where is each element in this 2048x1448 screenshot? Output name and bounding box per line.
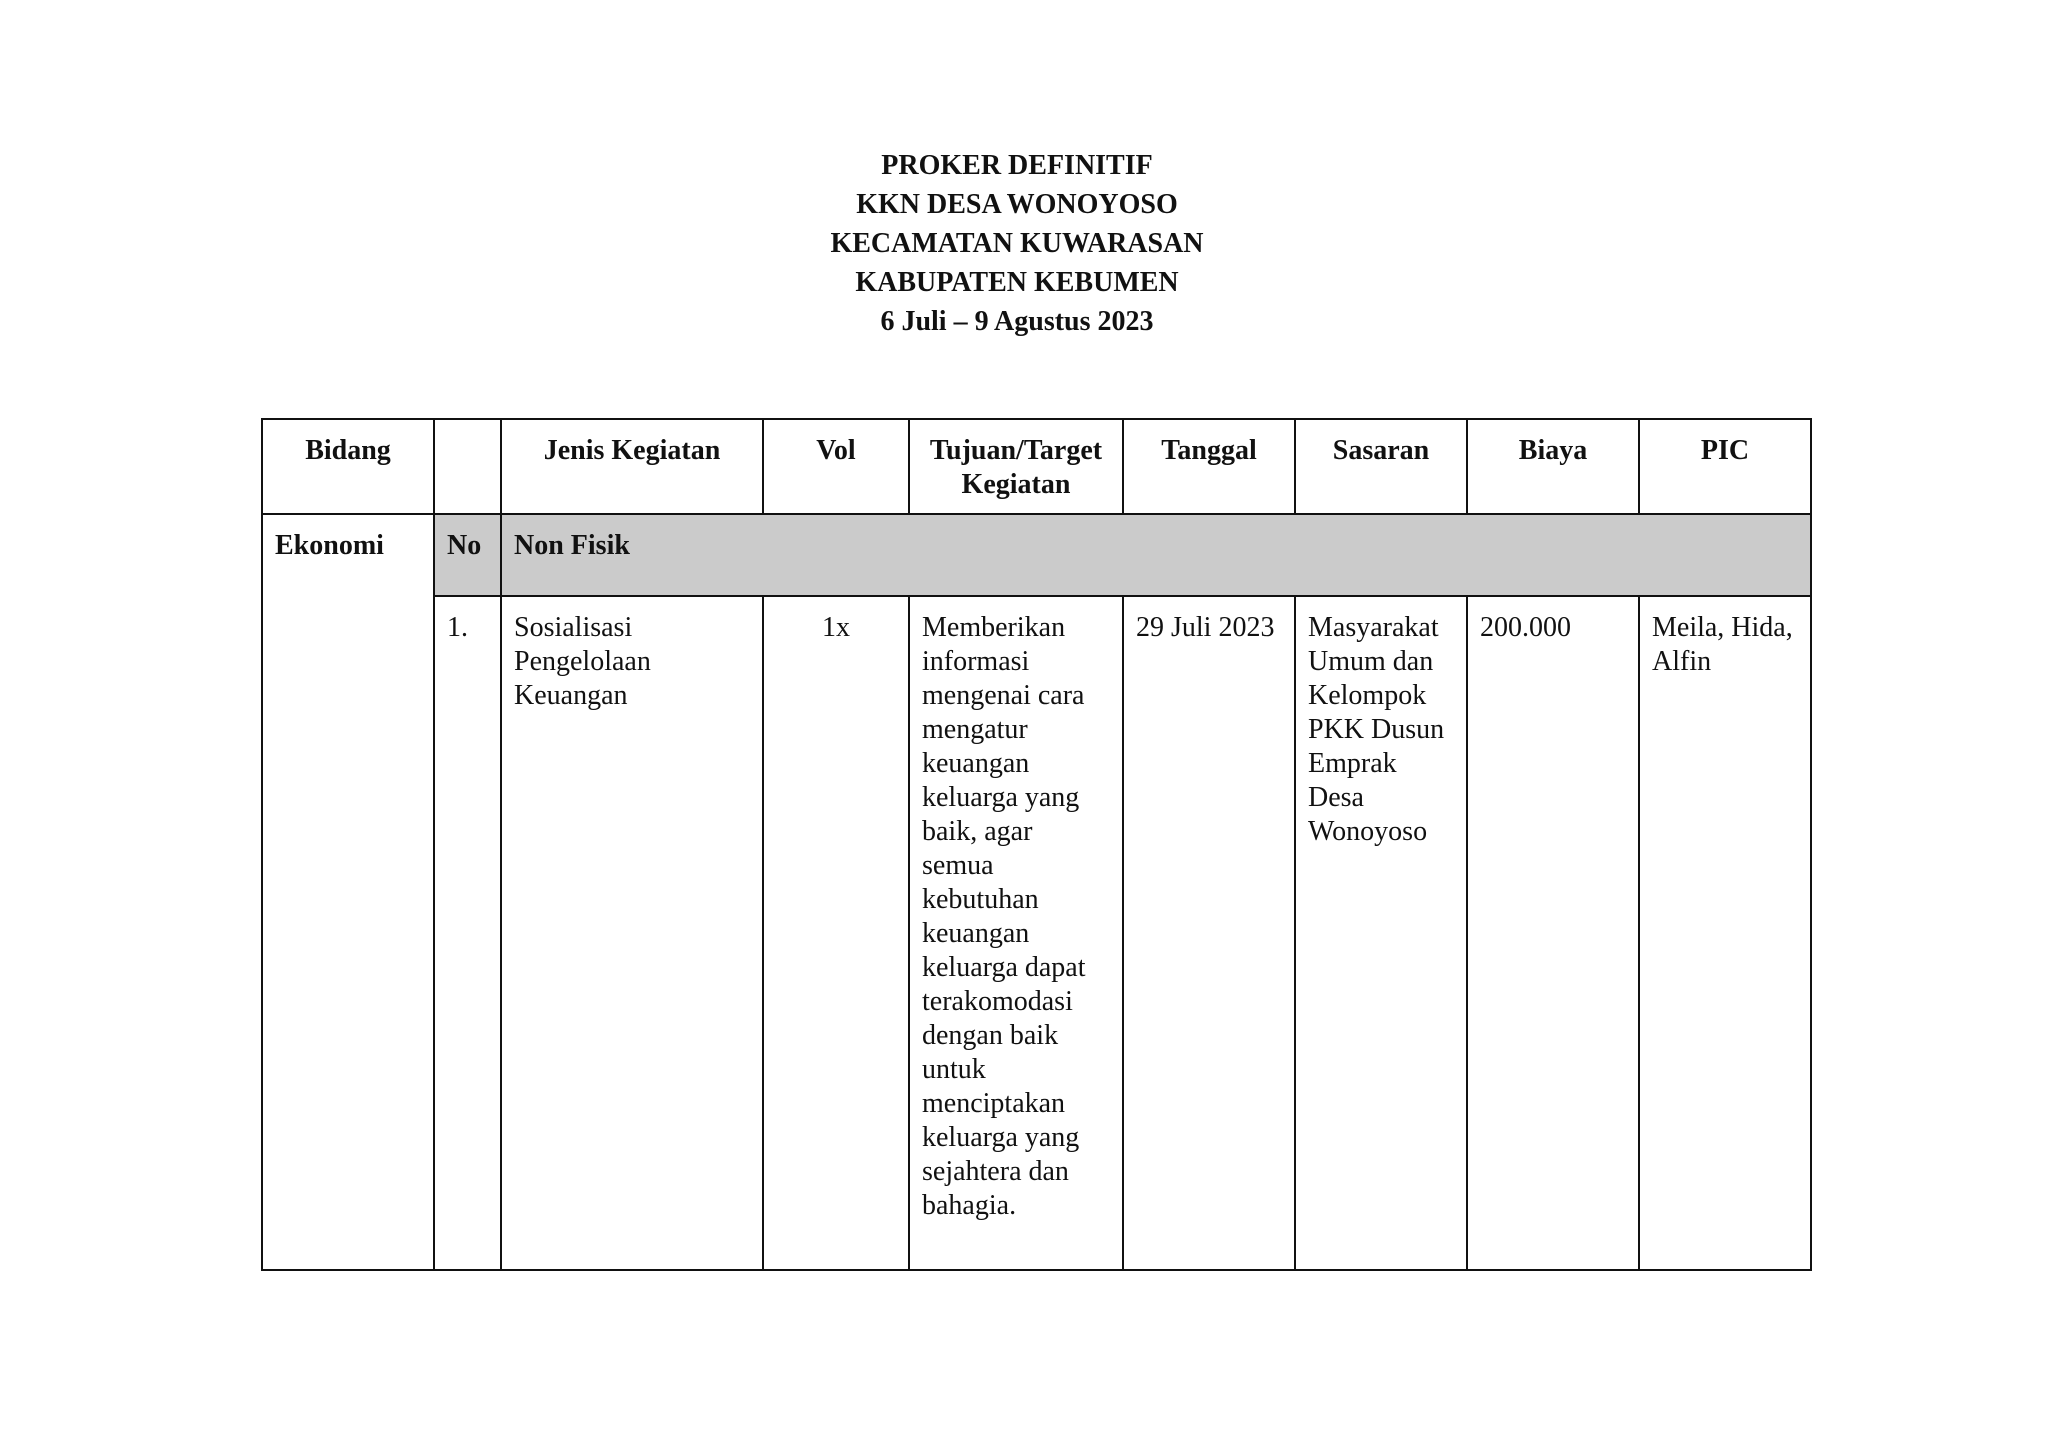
table-row (262, 596, 1811, 1270)
bidang-cell: Ekonomi (262, 514, 434, 1270)
header-tujuan-target: Tujuan/Target Kegiatan (909, 419, 1123, 514)
header-tanggal: Tanggal (1123, 419, 1295, 514)
table-header-row (262, 419, 1811, 514)
header-vol: Vol (763, 419, 909, 514)
title-line-3: KECAMATAN KUWARASAN (830, 228, 1204, 259)
proker-table (261, 418, 1812, 1271)
document-title (0, 146, 2034, 341)
title-line-4: KABUPATEN KEBUMEN (855, 267, 1179, 298)
section-row (262, 514, 1811, 596)
title-line-1: PROKER DEFINITIF (881, 150, 1153, 181)
row-tanggal: 29 Juli 2023 (1123, 596, 1295, 1270)
title-line-5: 6 Juli – 9 Agustus 2023 (880, 306, 1154, 337)
header-sasaran: Sasaran (1295, 419, 1467, 514)
row-biaya: 200.000 (1467, 596, 1639, 1270)
header-bidang: Bidang (262, 419, 434, 514)
section-name: Non Fisik (501, 514, 1811, 596)
row-pic: Meila, Hida, Alfin (1639, 596, 1811, 1270)
section-no-label: No (434, 514, 501, 596)
header-jenis-kegiatan: Jenis Kegiatan (501, 419, 763, 514)
row-vol: 1x (763, 596, 909, 1270)
header-pic: PIC (1639, 419, 1811, 514)
row-sasaran: Masyarakat Umum dan Kelompok PKK Dusun Emprak Desa Wonoyoso (1295, 596, 1467, 1270)
row-jenis-kegiatan: Sosialisasi Pengelolaan Keuangan (501, 596, 763, 1270)
row-tujuan-target: Memberikan informasi mengenai cara mengatur keuangan keluarga yang baik, agar semua kebutuhan keuangan keluarga dapat terakomodasi dengan baik untuk menciptakan keluarga yang sejahtera dan bahagia. (909, 596, 1123, 1270)
header-no (434, 419, 501, 514)
header-biaya: Biaya (1467, 419, 1639, 514)
title-line-2: KKN DESA WONOYOSO (856, 189, 1178, 220)
row-no: 1. (434, 596, 501, 1270)
